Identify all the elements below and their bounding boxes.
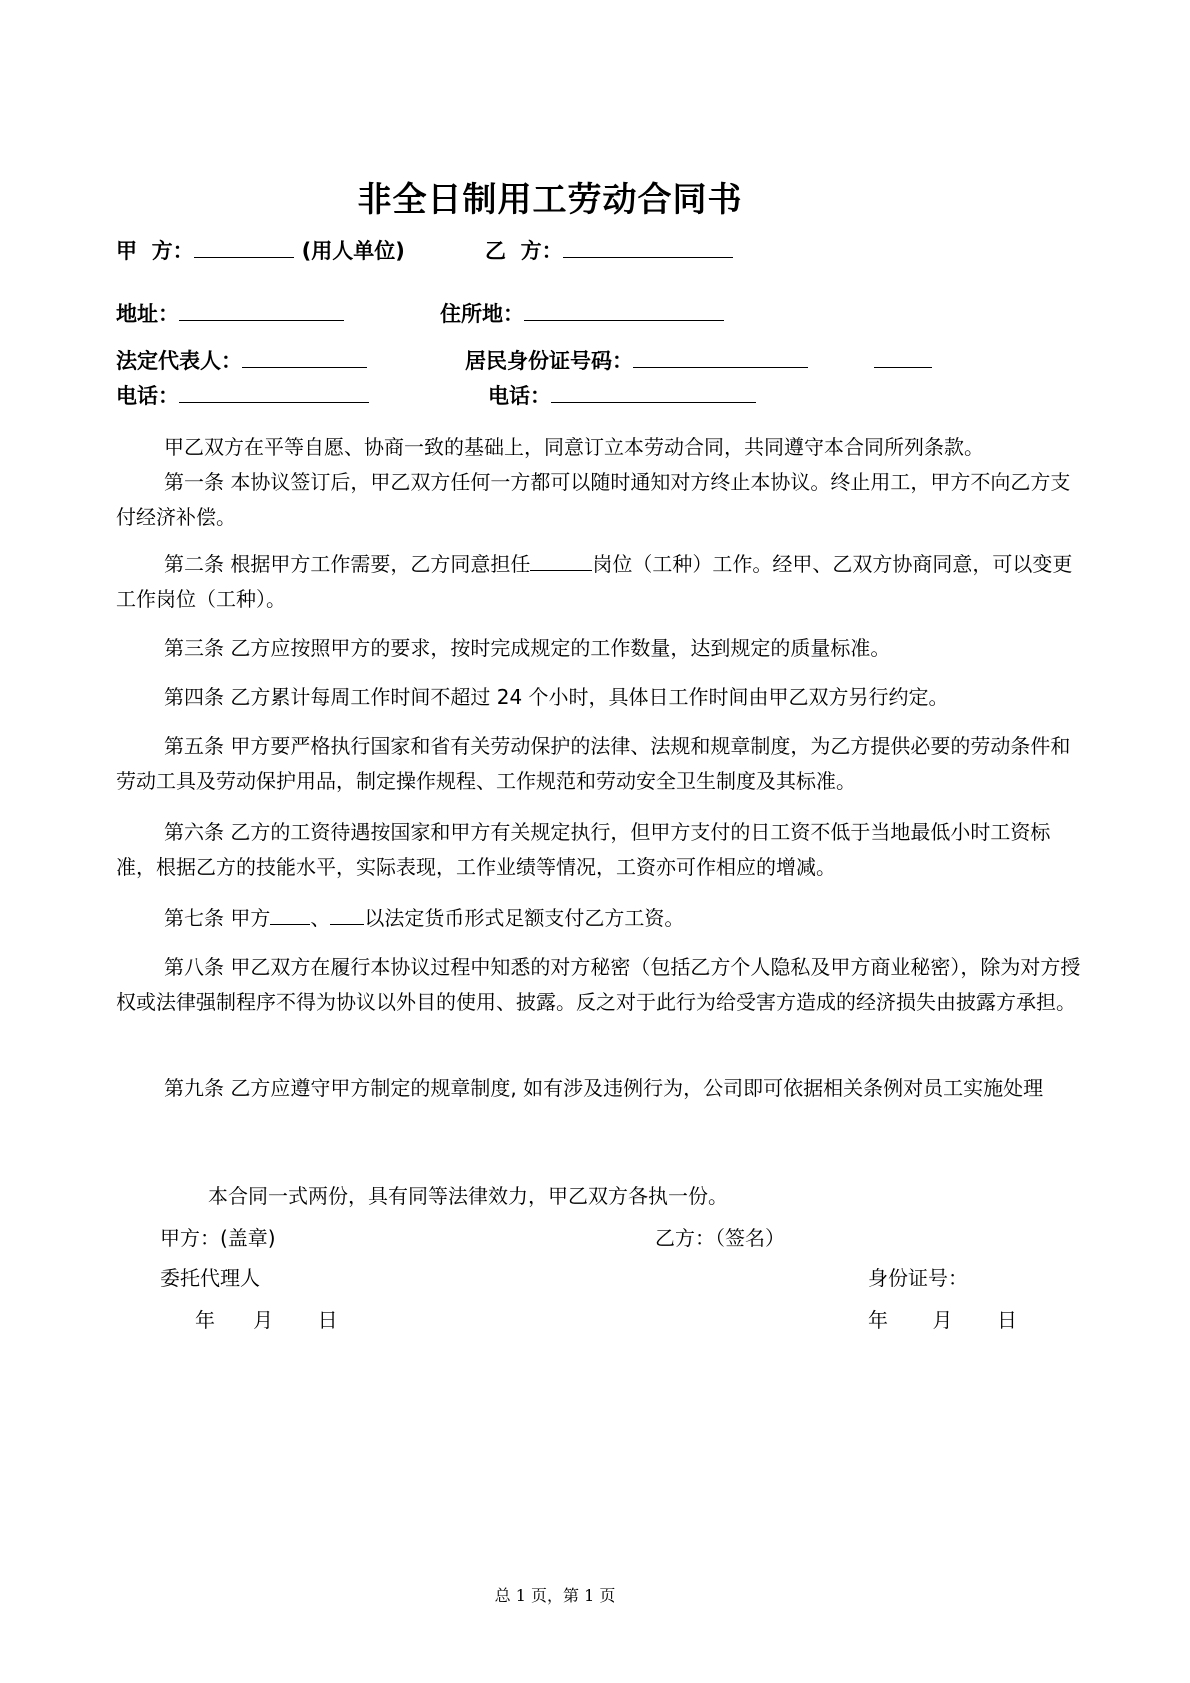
id-number-blank: [633, 349, 808, 368]
article-6: 第六条 乙方的工资待遇按国家和甲方有关规定执行，但甲方支付的日工资不低于当地最低小时工资标准，根据乙方的技能水平，实际表现，工作业绩等情况，工资亦可作相应的增减。: [116, 820, 1051, 879]
article-5: 第五条 甲方要严格执行国家和省有关劳动保护的法律、法规和规章制度，为乙方提供必要的劳动条件和劳动工具及劳动保护用品，制定操作规程、工作规范和劳动安全卫生制度及其标准。: [116, 734, 1071, 793]
phone-a-blank: [179, 384, 369, 403]
phone-a-field: [116, 380, 369, 410]
legal-rep-blank: [242, 349, 367, 368]
address-field: [116, 298, 344, 328]
pay-blank-1: [270, 906, 310, 925]
article-8: 第八条 甲乙双方在履行本协议过程中知悉的对方秘密（包括乙方个人隐私及甲方商业秘密），除为对方授权或法律强制程序不得为协议以外目的使用、披露。反之对于此行为给受害方造成的经济损失由披露方承担。: [116, 955, 1081, 1014]
page-footer: 总 1 页，第 1 页: [494, 1586, 616, 1605]
intro-paragraph: 甲乙双方在平等自愿、协商一致的基础上，同意订立本劳动合同，共同遵守本合同所列条款。: [164, 435, 984, 459]
party-b-label: 乙 方：: [485, 239, 563, 263]
phone-b-blank: [551, 384, 756, 403]
residence-field: [440, 298, 724, 328]
copies-statement: 本合同一式两份，具有同等法律效力，甲乙双方各执一份。: [208, 1184, 728, 1208]
article-2-text-b: 岗位（工种）工作。经甲、乙双方协商同意，可以变更工作岗位（工种）。: [116, 552, 1073, 611]
party-b-field: [485, 235, 733, 265]
date-b: 年 月 日: [868, 1308, 1018, 1332]
article-7-text-b: 以法定货币形式足额支付乙方工资。: [364, 906, 685, 930]
residence-blank: [524, 302, 724, 321]
address-blank: [179, 302, 344, 321]
address-label: 地址：: [116, 302, 179, 326]
id-no-label: 身份证号：: [868, 1266, 968, 1290]
article-4: 第四条 乙方累计每周工作时间不超过 24 个小时，具体日工作时间由甲乙双方另行约定。: [164, 685, 949, 709]
post-blank: [530, 552, 592, 571]
legal-rep-label: 法定代表人：: [116, 349, 242, 373]
party-a-seal-label: 甲方：(盖章): [160, 1226, 276, 1250]
article-7-text-a: 第七条 甲方: [164, 906, 271, 930]
party-b-signature-label: 乙方：（签名）: [655, 1226, 785, 1250]
article-2: [116, 547, 1086, 617]
legal-rep-field: [116, 345, 367, 375]
residence-label: 住所地：: [440, 302, 524, 326]
article-2-text-a: 第二条 根据甲方工作需要，乙方同意担任: [164, 552, 531, 576]
party-a-blank: [194, 239, 294, 258]
pay-blank-2: [330, 906, 364, 925]
article-9: 第九条 乙方应遵守甲方制定的规章制度, 如有涉及违例行为，公司即可依据相关条例对员工实施处理: [164, 1076, 1044, 1100]
article-3: 第三条 乙方应按照甲方的要求，按时完成规定的工作数量，达到规定的质量标准。: [164, 636, 891, 660]
phone-b-label: 电话：: [488, 384, 551, 408]
phone-b-field: [488, 380, 756, 410]
agent-label: 委托代理人: [160, 1266, 260, 1290]
article-1: 第一条 本协议签订后，甲乙双方任何一方都可以随时通知对方终止本协议。终止用工，甲方不向乙方支付经济补偿。: [116, 470, 1071, 529]
id-number-field: [465, 345, 932, 375]
id-number-label: 居民身份证号码：: [465, 349, 633, 373]
party-a-suffix: (用人单位): [301, 239, 405, 263]
id-number-blank-2: [874, 349, 932, 368]
party-a-label: 甲 方：: [116, 239, 194, 263]
party-b-blank: [563, 239, 733, 258]
article-7: [116, 901, 1086, 936]
article-7-separator: 、: [310, 906, 331, 930]
party-a-field: [116, 235, 405, 265]
phone-a-label: 电话：: [116, 384, 179, 408]
date-a: 年 月 日: [195, 1308, 338, 1332]
document-title: 非全日制用工劳动合同书: [357, 180, 743, 220]
